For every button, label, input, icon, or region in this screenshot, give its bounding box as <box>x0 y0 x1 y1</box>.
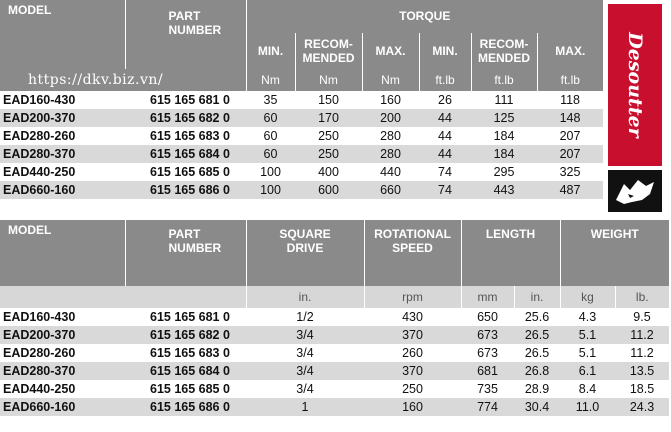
ftlb-max-cell: 207 <box>537 127 603 145</box>
nm-rec-cell: 150 <box>295 91 362 109</box>
speed-cell: 370 <box>364 326 461 344</box>
ftlb-max-cell: 325 <box>537 163 603 181</box>
part-number-cell: 615 165 682 0 <box>125 326 246 344</box>
unit-ftlb-max: ft.lb <box>537 69 603 91</box>
ftlb-min-cell: 74 <box>419 163 471 181</box>
weight-header: WEIGHT <box>560 220 669 286</box>
unit-speed: rpm <box>364 286 461 308</box>
length-mm-cell: 650 <box>461 308 514 326</box>
unit-nm-rec: Nm <box>295 69 362 91</box>
model-cell: EAD200-370 <box>0 326 125 344</box>
table-row <box>0 380 669 398</box>
weight-lb-cell: 9.5 <box>615 308 669 326</box>
model-cell: EAD160-430 <box>0 91 125 109</box>
part-number-cell: 615 165 684 0 <box>125 145 246 163</box>
nm-recommended-header: RECOM- MENDED <box>295 33 362 69</box>
part-number-cell: 615 165 683 0 <box>125 127 246 145</box>
ftlb-rec-cell: 443 <box>471 181 537 199</box>
model-cell: EAD440-250 <box>0 380 125 398</box>
unit-row-spacer <box>0 286 246 308</box>
part-number-cell: 615 165 684 0 <box>125 362 246 380</box>
length-mm-cell: 673 <box>461 344 514 362</box>
table-row <box>0 91 603 109</box>
table-row <box>0 181 603 199</box>
nm-min-cell: 60 <box>246 145 295 163</box>
model-cell: EAD660-160 <box>0 398 125 416</box>
weight-kg-cell: 8.4 <box>560 380 615 398</box>
watermark-url: https://dkv.biz.vn/ <box>28 72 164 88</box>
unit-weight-kg: kg <box>560 286 615 308</box>
weight-lb-cell: 11.2 <box>615 326 669 344</box>
square-drive-cell: 3/4 <box>246 326 364 344</box>
nm-max-cell: 280 <box>362 145 419 163</box>
nm-min-cell: 100 <box>246 181 295 199</box>
spec-table <box>0 220 669 416</box>
ftlb-recommended-header: RECOM- MENDED <box>471 33 537 69</box>
ftlb-max-cell: 207 <box>537 145 603 163</box>
square-drive-cell: 3/4 <box>246 344 364 362</box>
ftlb-max-cell: 487 <box>537 181 603 199</box>
rotational-speed-header: ROTATIONAL SPEED <box>364 220 461 286</box>
table-row <box>0 109 603 127</box>
weight-lb-cell: 18.5 <box>615 380 669 398</box>
ftlb-rec-cell: 184 <box>471 145 537 163</box>
wolf-head-logo-icon <box>608 170 662 212</box>
weight-lb-cell: 11.2 <box>615 344 669 362</box>
nm-max-cell: 160 <box>362 91 419 109</box>
model-cell: EAD160-430 <box>0 308 125 326</box>
length-in-cell: 26.5 <box>514 344 560 362</box>
ftlb-max-cell: 118 <box>537 91 603 109</box>
table-row <box>0 145 603 163</box>
weight-lb-cell: 13.5 <box>615 362 669 380</box>
ftlb-rec-cell: 125 <box>471 109 537 127</box>
part-number-cell: 615 165 681 0 <box>125 91 246 109</box>
table-row <box>0 398 669 416</box>
model-cell: EAD280-260 <box>0 344 125 362</box>
model-header: MODEL <box>0 0 125 69</box>
part-number-header: PART NUMBER <box>125 220 246 286</box>
nm-max-cell: 660 <box>362 181 419 199</box>
length-in-cell: 26.8 <box>514 362 560 380</box>
logo-wordmark: Desoutter <box>624 32 646 138</box>
nm-max-cell: 440 <box>362 163 419 181</box>
speed-cell: 260 <box>364 344 461 362</box>
ftlb-min-cell: 44 <box>419 127 471 145</box>
length-mm-cell: 774 <box>461 398 514 416</box>
nm-rec-cell: 250 <box>295 145 362 163</box>
ftlb-min-cell: 44 <box>419 145 471 163</box>
nm-rec-cell: 170 <box>295 109 362 127</box>
ftlb-min-cell: 74 <box>419 181 471 199</box>
speed-cell: 370 <box>364 362 461 380</box>
length-header: LENGTH <box>461 220 560 286</box>
speed-cell: 430 <box>364 308 461 326</box>
table-row <box>0 344 669 362</box>
model-cell: EAD440-250 <box>0 163 125 181</box>
square-drive-cell: 3/4 <box>246 362 364 380</box>
ftlb-max-cell: 148 <box>537 109 603 127</box>
ftlb-rec-cell: 295 <box>471 163 537 181</box>
length-in-cell: 28.9 <box>514 380 560 398</box>
length-mm-cell: 735 <box>461 380 514 398</box>
table-row <box>0 362 669 380</box>
speed-cell: 250 <box>364 380 461 398</box>
ftlb-min-cell: 26 <box>419 91 471 109</box>
nm-min-header: MIN. <box>246 33 295 69</box>
nm-rec-cell: 600 <box>295 181 362 199</box>
weight-kg-cell: 5.1 <box>560 326 615 344</box>
nm-min-cell: 100 <box>246 163 295 181</box>
length-in-cell: 25.6 <box>514 308 560 326</box>
part-number-cell: 615 165 685 0 <box>125 380 246 398</box>
nm-min-cell: 60 <box>246 109 295 127</box>
nm-max-cell: 280 <box>362 127 419 145</box>
length-mm-cell: 673 <box>461 326 514 344</box>
unit-length-in: in. <box>514 286 560 308</box>
nm-rec-cell: 400 <box>295 163 362 181</box>
ftlb-rec-cell: 111 <box>471 91 537 109</box>
model-header: MODEL <box>0 220 125 286</box>
weight-lb-cell: 24.3 <box>615 398 669 416</box>
unit-weight-lb: lb. <box>615 286 669 308</box>
wolf-head-icon <box>608 170 662 212</box>
torque-table <box>0 0 603 199</box>
torque-header: TORQUE <box>246 0 603 33</box>
weight-kg-cell: 11.0 <box>560 398 615 416</box>
part-number-cell: 615 165 682 0 <box>125 109 246 127</box>
square-drive-cell: 1/2 <box>246 308 364 326</box>
unit-ftlb-rec: ft.lb <box>471 69 537 91</box>
length-in-cell: 30.4 <box>514 398 560 416</box>
ftlb-rec-cell: 184 <box>471 127 537 145</box>
nm-max-header: MAX. <box>362 33 419 69</box>
model-cell: EAD280-370 <box>0 145 125 163</box>
part-number-cell: 615 165 685 0 <box>125 163 246 181</box>
nm-max-cell: 200 <box>362 109 419 127</box>
ftlb-min-header: MIN. <box>419 33 471 69</box>
part-number-cell: 615 165 681 0 <box>125 308 246 326</box>
unit-ftlb-min: ft.lb <box>419 69 471 91</box>
weight-kg-cell: 4.3 <box>560 308 615 326</box>
nm-rec-cell: 250 <box>295 127 362 145</box>
square-drive-cell: 3/4 <box>246 380 364 398</box>
part-number-cell: 615 165 683 0 <box>125 344 246 362</box>
unit-nm-max: Nm <box>362 69 419 91</box>
weight-kg-cell: 5.1 <box>560 344 615 362</box>
nm-min-cell: 35 <box>246 91 295 109</box>
table-row <box>0 127 603 145</box>
square-drive-header: SQUARE DRIVE <box>246 220 364 286</box>
speed-cell: 160 <box>364 398 461 416</box>
ftlb-max-header: MAX. <box>537 33 603 69</box>
model-cell: EAD280-260 <box>0 127 125 145</box>
weight-kg-cell: 6.1 <box>560 362 615 380</box>
ftlb-min-cell: 44 <box>419 109 471 127</box>
unit-length-mm: mm <box>461 286 514 308</box>
table-row <box>0 163 603 181</box>
table-row <box>0 326 669 344</box>
model-cell: EAD200-370 <box>0 109 125 127</box>
part-number-cell: 615 165 686 0 <box>125 398 246 416</box>
desoutter-logo <box>608 4 662 166</box>
unit-drive: in. <box>246 286 364 308</box>
square-drive-cell: 1 <box>246 398 364 416</box>
part-number-cell: 615 165 686 0 <box>125 181 246 199</box>
length-in-cell: 26.5 <box>514 326 560 344</box>
nm-min-cell: 60 <box>246 127 295 145</box>
unit-nm-min: Nm <box>246 69 295 91</box>
part-number-header: PART NUMBER <box>125 0 246 69</box>
model-cell: EAD280-370 <box>0 362 125 380</box>
length-mm-cell: 681 <box>461 362 514 380</box>
table-row <box>0 308 669 326</box>
model-cell: EAD660-160 <box>0 181 125 199</box>
